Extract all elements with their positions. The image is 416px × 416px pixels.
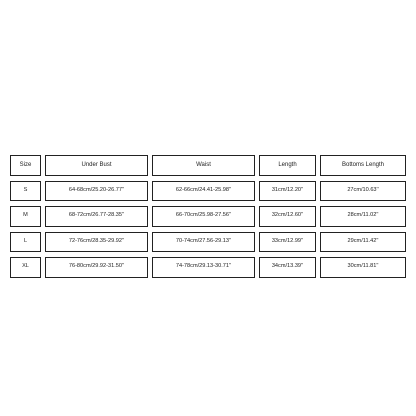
waist-cell: 62-66cm/24.41-25.98'' (152, 181, 255, 202)
header-bottoms-length: Bottoms Length (320, 155, 406, 176)
bottoms-length-cell: 30cm/11.81'' (320, 257, 406, 278)
size-chart-table (10, 155, 406, 278)
bottoms-length-cell: 28cm/11.02'' (320, 206, 406, 227)
size-cell: M (10, 206, 41, 227)
size-cell: XL (10, 257, 41, 278)
bottoms-length-cell: 27cm/10.63'' (320, 181, 406, 202)
bottoms-length-cell: 29cm/11.42'' (320, 232, 406, 253)
under-bust-cell: 64-68cm/25.20-26.77'' (45, 181, 148, 202)
header-under-bust: Under Bust (45, 155, 148, 176)
header-waist: Waist (152, 155, 255, 176)
length-cell: 33cm/12.99'' (259, 232, 316, 253)
waist-cell: 66-70cm/25.98-27.56'' (152, 206, 255, 227)
waist-cell: 70-74cm/27.56-29.13'' (152, 232, 255, 253)
size-cell: S (10, 181, 41, 202)
under-bust-cell: 76-80cm/29.92-31.50'' (45, 257, 148, 278)
under-bust-cell: 72-76cm/28.35-29.92'' (45, 232, 148, 253)
under-bust-cell: 68-72cm/26.77-28.35'' (45, 206, 148, 227)
length-cell: 34cm/13.39'' (259, 257, 316, 278)
length-cell: 31cm/12.20'' (259, 181, 316, 202)
size-cell: L (10, 232, 41, 253)
length-cell: 32cm/12.60'' (259, 206, 316, 227)
waist-cell: 74-78cm/29.13-30.71'' (152, 257, 255, 278)
header-size: Size (10, 155, 41, 176)
header-length: Length (259, 155, 316, 176)
